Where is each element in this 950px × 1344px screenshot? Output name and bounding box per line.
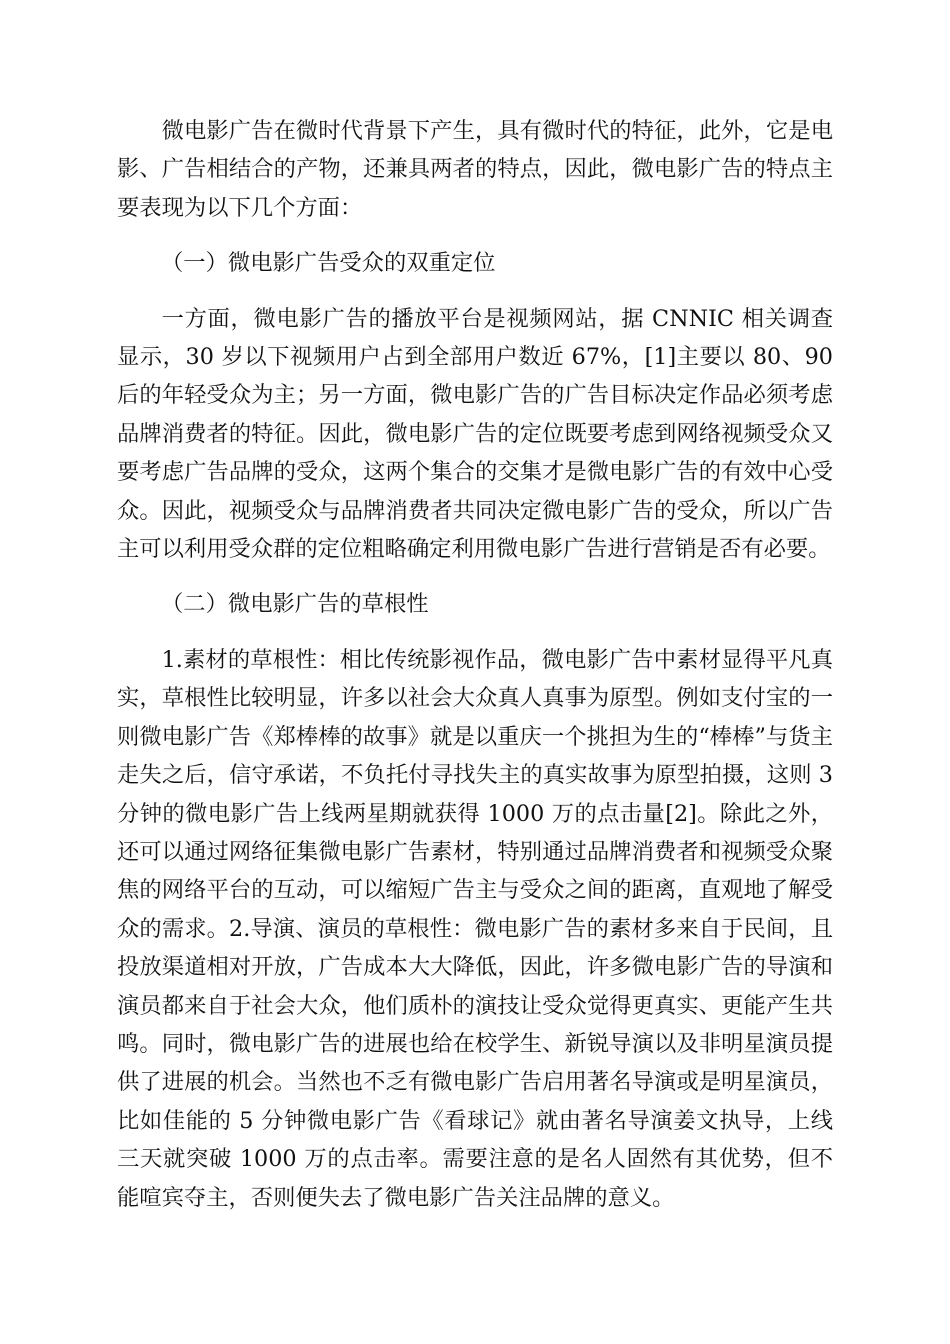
paragraph-spacer: [117, 568, 833, 585]
paragraph-spacer: [117, 283, 833, 300]
grassroots-paragraph: 1.素材的草根性：相比传统影视作品，微电影广告中素材显得平凡真实，草根性比较明显，许多以社会大众真人真事为原型。例如支付宝的一则微电影广告《郑棒棒的故事》就是以重庆一个挑担为生的“棒棒”与货主走失之后，信守承诺，不负托付寻找失主的真实故事为原型拍摄，这则 3 分钟的微电影广告上线两星期就获得 1000 万的点击量[2]。除此之外，还可以通过网络征集微电影广告素材，特别通过品牌消费者和视频受众聚焦的网络平台的互动，可以缩短广告主与受众之间的距离，直观地了解受众的需求。2.导演、演员的草根性：微电影广告的素材多来自于民间，且投放渠道相对开放，广告成本大大降低，因此，许多微电影广告的导演和演员都来自于社会大众，他们质朴的演技让受众觉得更真实、更能产生共鸣。同时，微电影广告的进展也给在校学生、新锐导演以及非明星演员提供了进展的机会。当然也不乏有微电影广告启用著名导演或是明星演员，比如佳能的 5 分钟微电影广告《看球记》就由著名导演姜文执导，上线三天就突破 1000 万的点击率。需要注意的是名人固然有其优势，但不能喧宾夺主，否则便失去了微电影广告关注品牌的意义。: [117, 646, 833, 1211]
paragraph-spacer: [117, 227, 833, 244]
document-page: [117, 112, 833, 1217]
intro-paragraph: 微电影广告在微时代背景下产生，具有微时代的特征，此外，它是电影、广告相结合的产物，还兼具两者的特点，因此，微电影广告的特点主要表现为以下几个方面：: [117, 118, 833, 221]
section-heading-2: （二）微电影广告的草根性: [161, 591, 429, 618]
paragraph-spacer: [117, 624, 833, 641]
section-heading-1: （一）微电影广告受众的双重定位: [161, 250, 496, 277]
audience-paragraph: 一方面，微电影广告的播放平台是视频网站，据 CNNIC 相关调查显示，30 岁以下视频用户占到全部用户数近 67%，[1]主要以 80、90 后的年轻受众为主；另一方面，微电影广告的广告目标决定作品必须考虑品牌消费者的特征。因此，微电影广告的定位既要考虑到网络视频受众又要考虑广告品牌的受众，这两个集合的交集才是微电影广告的有效中心受众。因此，视频受众与品牌消费者共同决定微电影广告的受众，所以广告主可以利用受众群的定位粗略确定利用微电影广告进行营销是否有必要。: [117, 305, 833, 563]
